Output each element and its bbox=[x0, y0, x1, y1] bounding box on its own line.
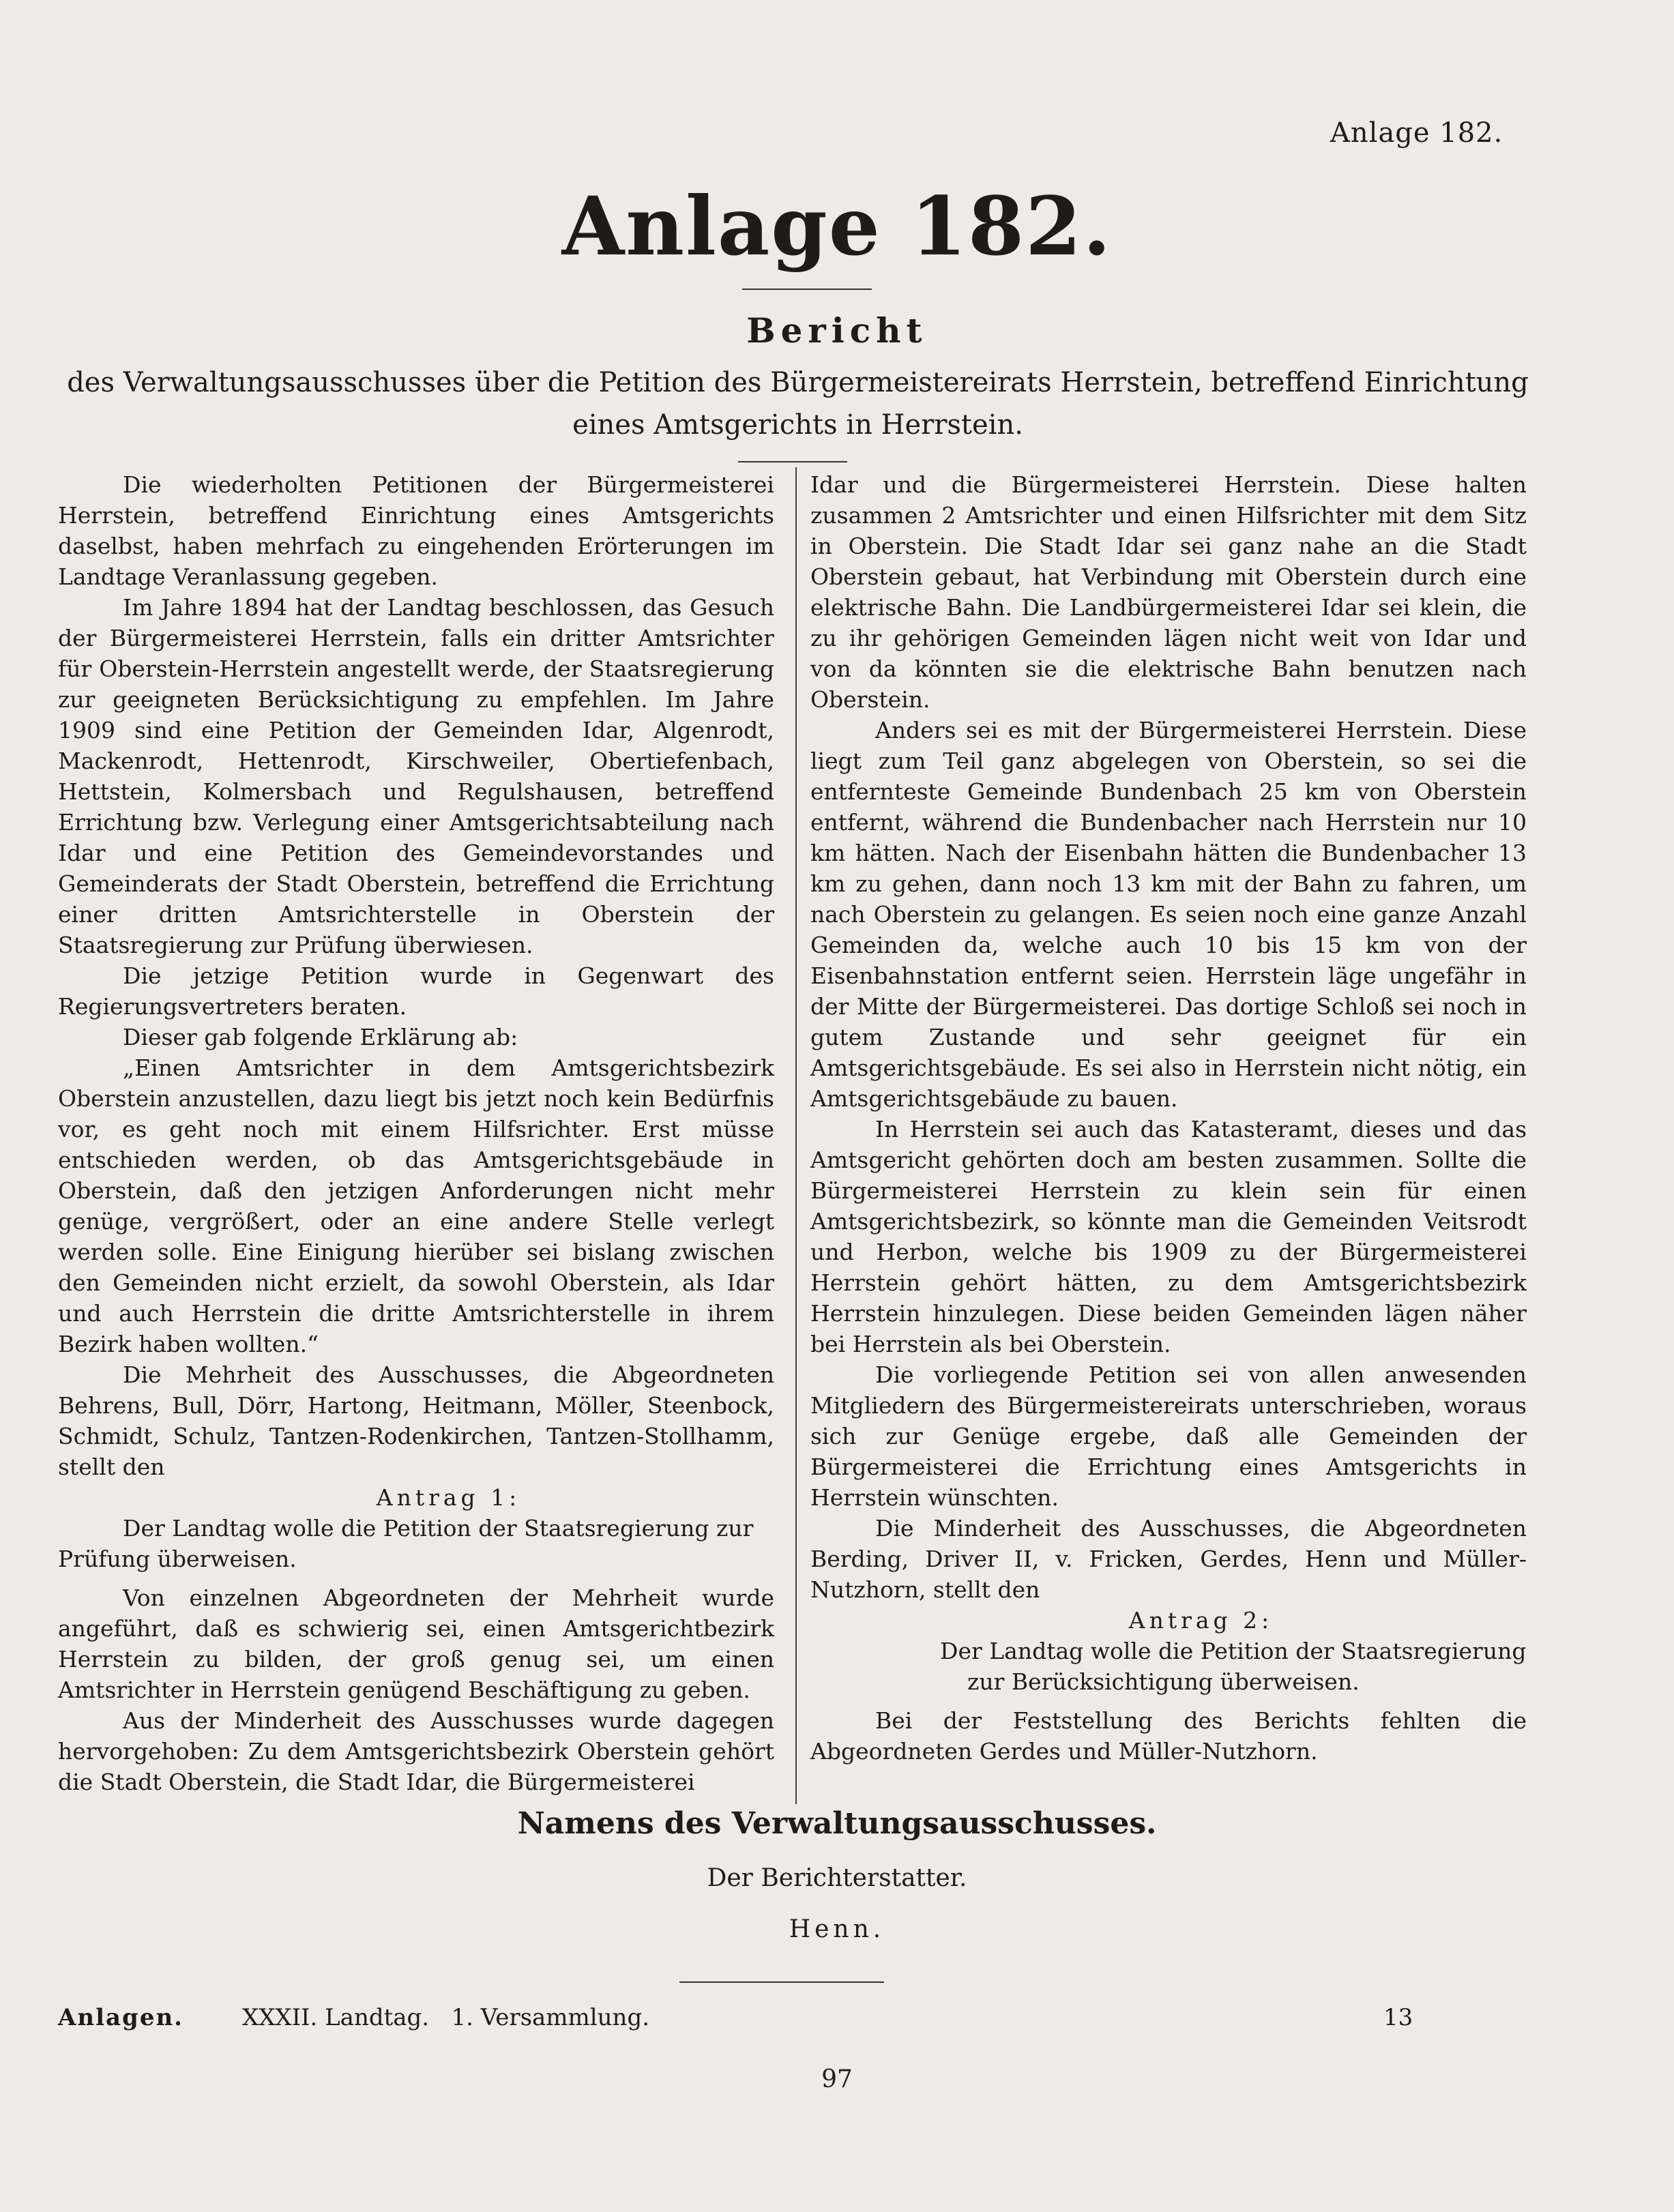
paragraph: Von einzelnen Abgeordneten der Mehrheit wurde angeführt, daß es schwierig sei, einen Amtsgerichtbezirk Herrstein zu bilden, der groß genug sei, um einen Amtsrichter in Herrstein genügend Beschäftigung zu geben. bbox=[58, 1584, 774, 1703]
quotation: „Einen Amtsrichter in dem Amtsgerichtsbezirk Oberstein anzustellen, dazu liegt bis jetzt noch kein Bedürfnis vor, es geht noch mit einem Hilfsrichter. Erst müsse entschieden werden, ob das Amtsgerichtsgebäude in Oberstein, daß den jetzigen Anforderungen nicht mehr genüge, vergrößert, oder an eine andere Stelle verlegt werden solle. Eine Einigung hierüber sei bislang zwischen den Gemeinden nicht erzielt, da sowohl Oberstein, als Idar und auch Herrstein die dritte Amtsrichterstelle in ihrem Bezirk haben wollten.“ bbox=[58, 1055, 774, 1357]
right-column bbox=[810, 469, 1527, 1767]
report-subject: des Verwaltungsausschusses über die Petition des Bürgermeistereirats Herrstein, betreffend Einrichtung eines Amtsgerichts in Herrstein. bbox=[67, 367, 1529, 441]
footer-anlagen-label: Anlagen. bbox=[58, 2004, 184, 2031]
paragraph: Die vorliegende Petition sei von allen anwesenden Mitgliedern des Bürgermeistereirats unterschrieben, woraus sich zur Genüge ergebe, daß alle Gemeinden der Bürgermeisterei die Errichtung eines Amtsgerichts in Herrstein wünschten. bbox=[810, 1361, 1527, 1511]
motion-1-text: Der Landtag wolle die Petition der Staatsregierung zur Prüfung überweisen. bbox=[58, 1515, 754, 1572]
motion-1-heading: Antrag 1: bbox=[376, 1484, 521, 1511]
page-title: Anlage 182. bbox=[561, 179, 1113, 274]
closing-rapporteur-name: Henn. bbox=[789, 1915, 885, 1943]
paragraph: Im Jahre 1894 hat der Landtag beschlossen, das Gesuch der Bürgermeisterei Herrstein, falls ein dritter Amtsrichter für Oberstein-Herrstein angestellt werde, der Staatsregierung zur geeigneten Berücksichtigung zu empfehlen. Im Jahre 1909 sind eine Petition der Gemeinden Idar, Algenrodt, Mackenrodt, Hettenrodt, Kirschweiler, Obertiefenbach, Hettstein, Kolmersbach und Regulshausen, betreffend Errichtung bzw. Verlegung einer Amtsgerichtsabteilung nach Idar und eine Petition des Gemeindevorstandes und Gemeinderats der Stadt Oberstein, betreffend die Errichtung einer dritten Amtsrichterstelle in Oberstein der Staatsregierung zur Prüfung überwiesen. bbox=[58, 594, 774, 958]
page-number: 97 bbox=[821, 2065, 853, 2093]
paragraph: Anders sei es mit der Bürgermeisterei Herrstein. Diese liegt zum Teil ganz abgelegen von Oberstein, so sei die entfernteste Gemeinde Bundenbach 25 km von Oberstein entfernt, während die Bundenbacher nach Herrstein nur 10 km hätten. Nach der Eisenbahn hätten die Bundenbacher 13 km zu gehen, dann noch 13 km mit der Bahn zu fahren, um nach Oberstein zu gelangen. Es seien noch eine ganze Anzahl Gemeinden da, welche auch 10 bis 15 km von der Eisenbahnstation entfernt seien. Herrstein läge ungefähr in der Mitte der Bürgermeisterei. Das dortige Schloß sei noch in gutem Zustande und sehr geeignet für ein Amtsgerichtsgebäude. Es sei also in Herrstein nicht nötig, ein Amtsgerichtsgebäude zu bauen. bbox=[810, 717, 1527, 1112]
footer-session: XXXII. Landtag. 1. Versammlung. bbox=[242, 2004, 650, 2031]
closing-rule bbox=[679, 1981, 884, 1983]
paragraph: Idar und die Bürgermeisterei Herrstein. Diese halten zusammen 2 Amtsrichter und einen Hilfsrichter mit dem Sitz in Oberstein. Die Stadt Idar sei ganz nahe an die Stadt Oberstein gebaut, hat Verbindung mit Oberstein durch eine elektrische Bahn. Die Landbürgermeisterei Idar sei klein, die zu ihr gehörigen Gemeinden lägen nicht weit von Idar und von da könnten sie die elektrische Bahn benutzen nach Oberstein. bbox=[810, 471, 1527, 713]
closing-rapporteur-title: Der Berichterstatter. bbox=[707, 1864, 967, 1892]
report-heading: Bericht bbox=[746, 310, 928, 351]
subject-rule bbox=[738, 461, 847, 462]
paragraph: Die Mehrheit des Ausschusses, die Abgeordneten Behrens, Bull, Dörr, Hartong, Heitmann, Möller, Steenbock, Schmidt, Schulz, Tantzen-Rodenkirchen, Tantzen-Stollhamm, stellt den bbox=[58, 1361, 774, 1480]
motion-2-heading: Antrag 2: bbox=[1128, 1607, 1274, 1634]
paragraph: Die Minderheit des Ausschusses, die Abgeordneten Berding, Driver II, v. Fricken, Gerdes, Henn und Müller-Nutzhorn, stellt den bbox=[810, 1515, 1527, 1603]
paragraph: Aus der Minderheit des Ausschusses wurde dagegen hervorgehoben: Zu dem Amtsgerichtsbezirk Oberstein gehört die Stadt Oberstein, die Stadt Idar, die Bürgermeisterei bbox=[58, 1707, 774, 1795]
column-divider bbox=[795, 467, 797, 1804]
footer-anlagen bbox=[58, 2004, 183, 2031]
paragraph: Bei der Feststellung des Berichts fehlten die Abgeordneten Gerdes und Müller-Nutzhorn. bbox=[810, 1707, 1527, 1765]
running-head: Anlage 182. bbox=[1330, 117, 1503, 149]
paragraph: Die jetzige Petition wurde in Gegenwart des Regierungsvertreters beraten. bbox=[58, 962, 774, 1020]
motion-2-text: Der Landtag wolle die Petition der Staatsregierung zur Berücksichtigung überweisen. bbox=[940, 1638, 1527, 1695]
footer-sheet-number: 13 bbox=[1383, 2004, 1413, 2031]
closing-committee: Namens des Verwaltungsausschusses. bbox=[517, 1806, 1157, 1841]
title-rule bbox=[742, 289, 872, 290]
paragraph: Dieser gab folgende Erklärung ab: bbox=[123, 1024, 518, 1050]
paragraph: In Herrstein sei auch das Katasteramt, dieses und das Amtsgericht gehörten doch am besten zusammen. Sollte die Bürgermeisterei Herrstein zu klein sein für einen Amtsgerichtsbezirk, so könnte man die Gemeinden Veitsrodt und Herbon, welche bis 1909 zu der Bürgermeisterei Herrstein gehört hätten, zu dem Amtsgerichtsbezirk Herrstein hinzulegen. Diese beiden Gemeinden lägen näher bei Herrstein als bei Oberstein. bbox=[810, 1116, 1527, 1357]
paragraph: Die wiederholten Petitionen der Bürgermeisterei Herrstein, betreffend Einrichtung eines Amtsgerichts daselbst, haben mehrfach zu eingehenden Erörterungen im Landtage Veranlassung gegeben. bbox=[58, 471, 774, 590]
left-column bbox=[58, 469, 774, 1797]
